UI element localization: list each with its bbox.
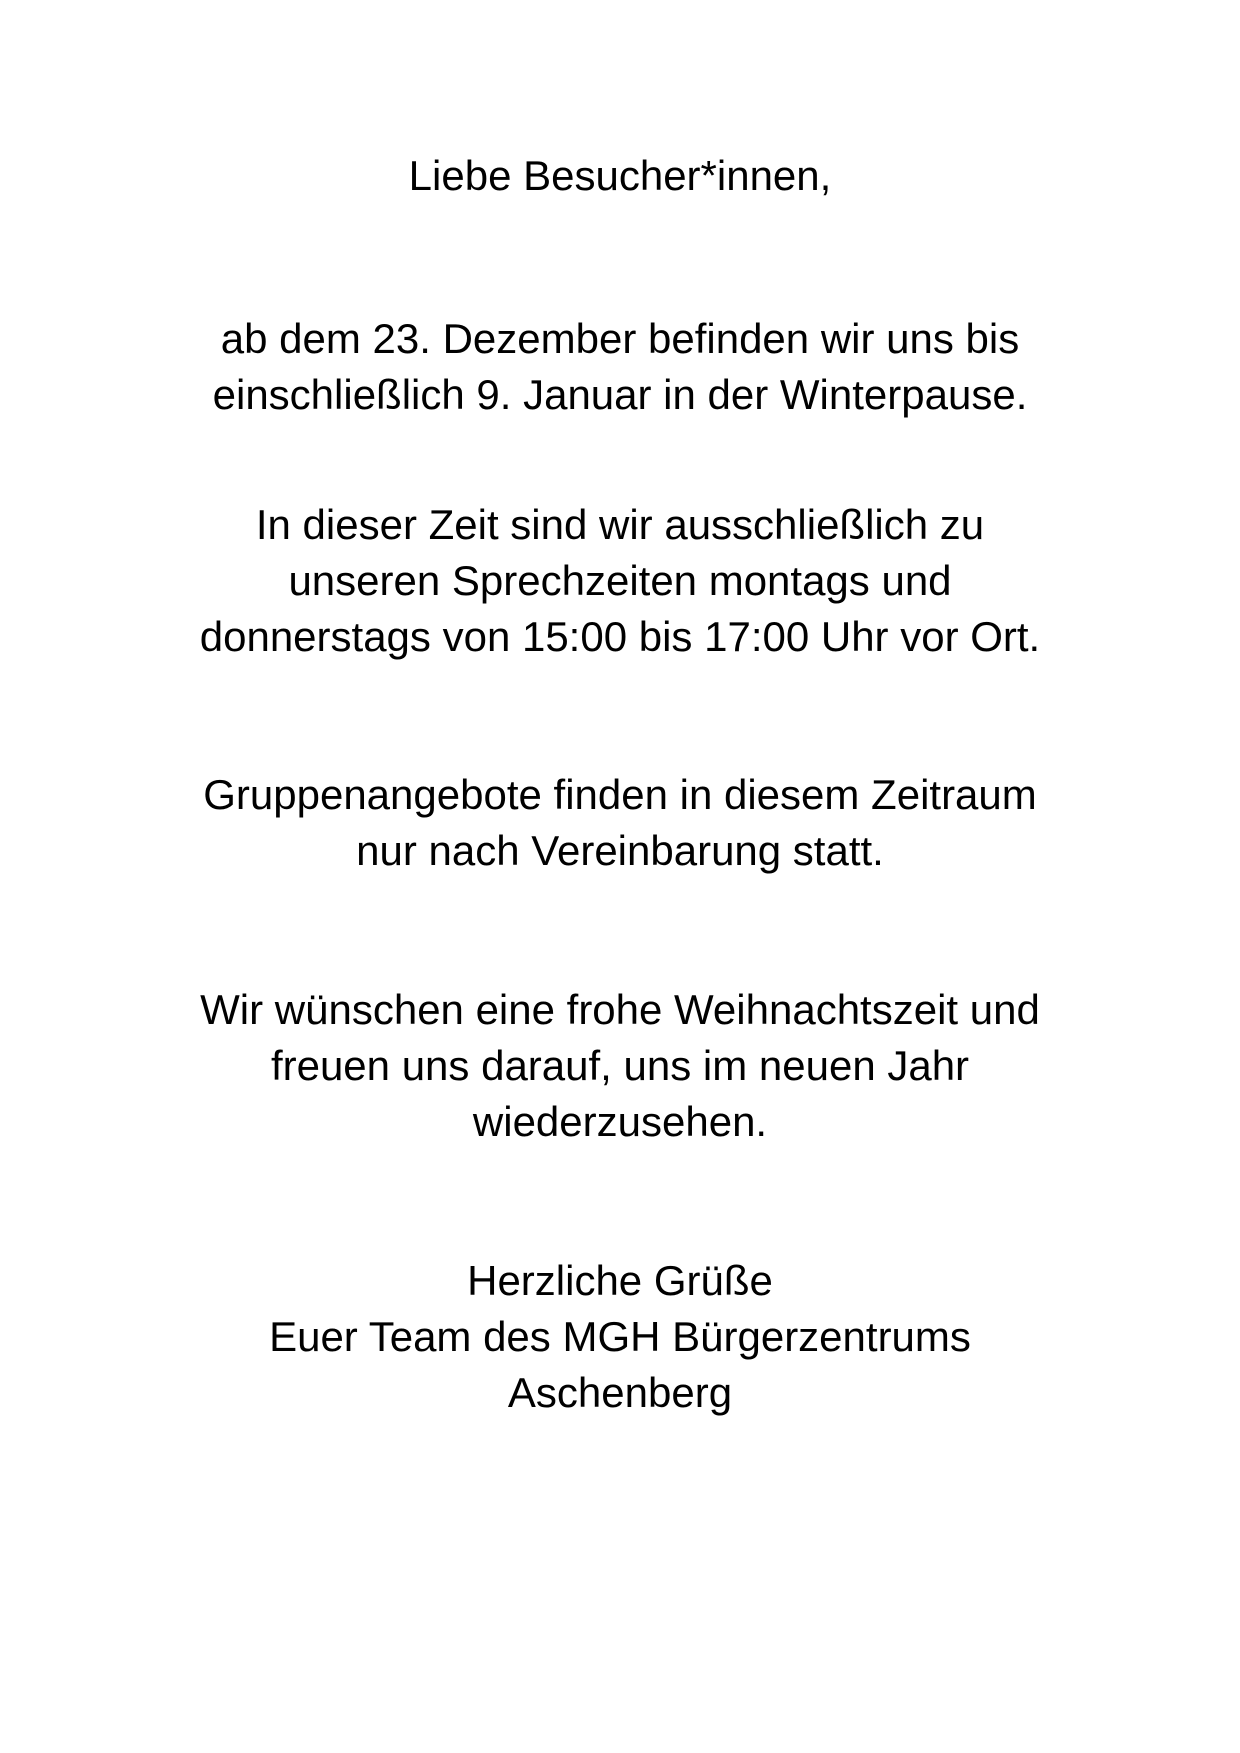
paragraph-2-line-2: unseren Sprechzeiten montags und [288, 557, 952, 604]
greeting: Liebe Besucher*innen, [408, 152, 832, 199]
paragraph-1-line-2: einschließlich 9. Januar in der Winterpause. [212, 371, 1028, 418]
paragraph-3-line-2: nur nach Vereinbarung statt. [356, 827, 884, 874]
paragraph-2-line-1: In dieser Zeit sind wir ausschließlich zu [255, 501, 985, 548]
paragraph-4-line-1: Wir wünschen eine frohe Weihnachtszeit und [200, 986, 1040, 1033]
paragraph-3-line-1: Gruppenangebote finden in diesem Zeitraum [203, 771, 1037, 818]
paragraph-4-line-3: wiederzusehen. [472, 1098, 768, 1145]
closing-greeting: Herzliche Grüße [467, 1257, 773, 1304]
closing-location: Aschenberg [507, 1369, 733, 1416]
paragraph-4-line-2: freuen uns darauf, uns im neuen Jahr [270, 1042, 970, 1089]
paragraph-1-line-1: ab dem 23. Dezember befinden wir uns bis [220, 315, 1020, 362]
paragraph-2-line-3: donnerstags von 15:00 bis 17:00 Uhr vor Ort. [199, 613, 1041, 660]
closing-team: Euer Team des MGH Bürgerzentrums [269, 1313, 971, 1360]
